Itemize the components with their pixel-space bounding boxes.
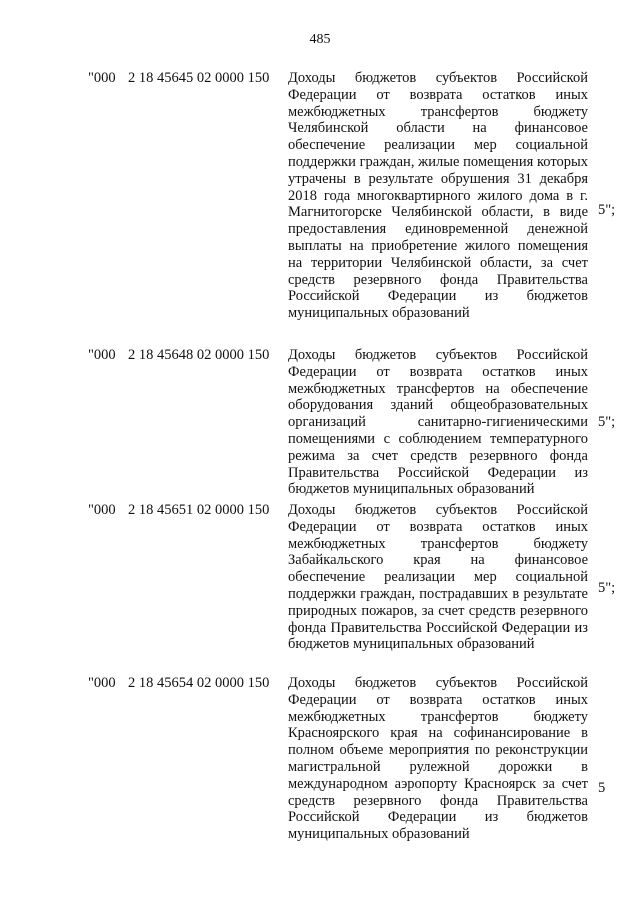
entry-description: Доходы бюджетов субъектов Российской Федерации от возврата остатков иных межбюджетных трансфертов бюджету Забайкальского края на финансовое обеспечение реализации мер социальной поддержки граждан, пострадавших в результате природных пожаров, за счет средств резервного фонда Правительства Российской Федерации из бюджетов муниципальных образований	[288, 502, 588, 653]
entry-description: Доходы бюджетов субъектов Российской Федерации от возврата остатков иных межбюджетных трансфертов бюджету Красноярского края на софинансирование в полном объеме мероприятия по реконструкции магистральной рулежной дорожки в международном аэропорту Красноярск за счет средств резервного фонда Правительства Российской Федерации из бюджетов муниципальных образований	[288, 675, 588, 843]
entry-prefix: "000	[88, 675, 116, 691]
entry-prefix: "000	[88, 502, 116, 518]
entry-row	[0, 70, 640, 342]
entry-row	[0, 675, 640, 843]
entry-description: Доходы бюджетов субъектов Российской Федерации от возврата остатков иных межбюджетных трансфертов бюджету Челябинской области на финансовое обеспечение реализации мер социальной поддержки граждан, жилые помещения которых утрачены в результате обрушения 31 декабря 2018 года многоквартирного жилого дома в г. Магнитогорске Челябинской области, в виде предоставления единовременной денежной выплаты на приобретение жилого помещения на территории Челябинской области, за счет средств резервного фонда Правительства Российской Федерации из бюджетов муниципальных образований	[288, 70, 588, 322]
entry-value: 5	[598, 780, 606, 796]
page-number: 485	[309, 32, 331, 47]
entry-code: 2 18 45651 02 0000 150	[128, 502, 270, 518]
entry-prefix: "000	[88, 70, 116, 86]
entry-value: 5";	[598, 202, 616, 218]
entry-prefix: "000	[88, 347, 116, 363]
entry-description: Доходы бюджетов субъектов Российской Федерации от возврата остатков иных межбюджетных трансфертов на обеспечение оборудования зданий общеобразовательных организаций санитарно-гигиеническими помещениями с соблюдением температурного режима за счет средств резервного фонда Правительства Российской Федерации из бюджетов муниципальных образований	[288, 347, 588, 498]
entry-value: 5";	[598, 414, 616, 430]
entry-row	[0, 502, 640, 670]
entry-value: 5";	[598, 580, 616, 596]
entry-code: 2 18 45645 02 0000 150	[128, 70, 270, 86]
entry-row	[0, 347, 640, 497]
entry-code: 2 18 45654 02 0000 150	[128, 675, 270, 691]
entry-code: 2 18 45648 02 0000 150	[128, 347, 270, 363]
